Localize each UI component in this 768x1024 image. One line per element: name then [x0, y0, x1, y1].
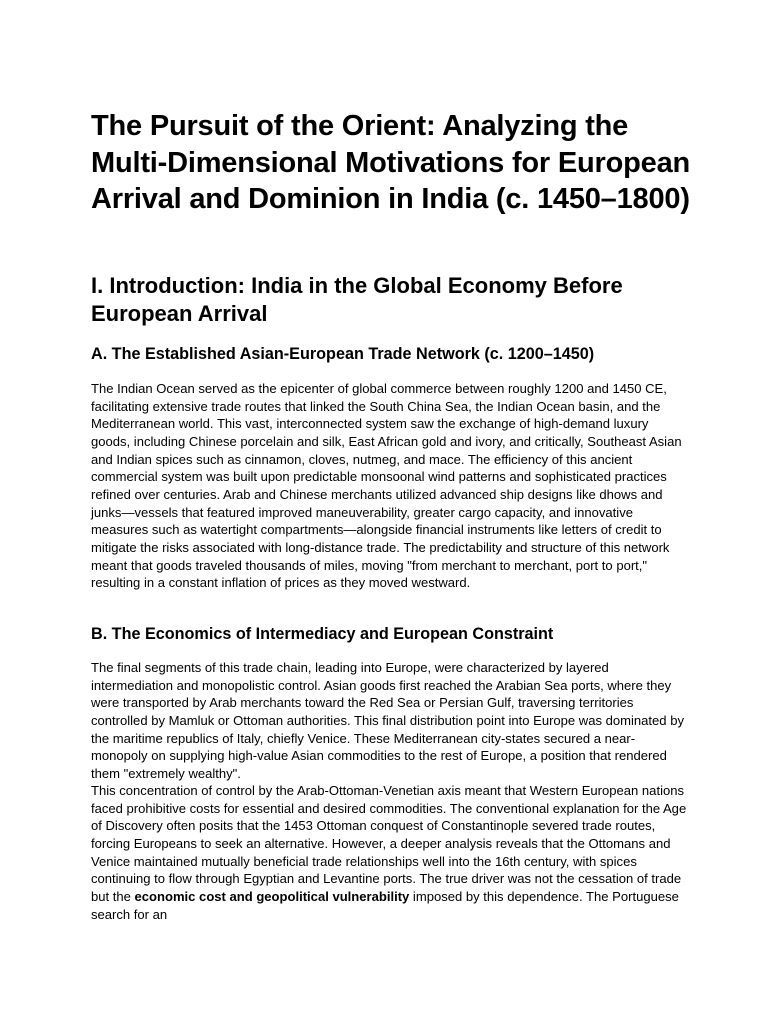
paragraph-text-start: This concentration of control by the Arab-Ottoman-Venetian axis meant that Western European nations faced prohibitive costs for essential and desired commodities. The conventional explanation for the Age of Discovery often posits that the 1453 Ottoman conquest of Constantinople severed trade routes, forcing Europeans to seek an alternative. However, a deeper analysis reveals that the Ottomans and Venice maintained mutually beneficial trade relationships well into the 16th century, with spices continuing to flow through Egyptian and Levantine ports. The true driver was not the cessation of trade but the [91, 783, 687, 904]
document-page [91, 108, 691, 922]
emphasis-economic-cost: economic cost and geopolitical vulnerability [134, 888, 410, 904]
subsection-heading-intermediacy: B. The Economics of Intermediacy and European Constraint [91, 625, 554, 643]
paragraph-intermediation: The final segments of this trade chain, leading into Europe, were characterized by layered intermediation and monopolistic control. Asian goods first reached the Arabian Sea ports, where they were transported by Arab merchants toward the Red Sea or Persian Gulf, traversing territories controlled by Mamluk or Ottoman authorities. This final distribution point into Europe was dominated by the maritime republics of Italy, chiefly Venice. These Mediterranean city-states secured a near-monopoly on supplying high-value Asian commodities to the rest of Europe, a position that rendered them "extremely wealthy". [91, 660, 684, 781]
paragraph-trade-network: The Indian Ocean served as the epicenter of global commerce between roughly 1200 and 1450 CE, facilitating extensive trade routes that linked the South China Sea, the Indian Ocean basin, and the Mediterranean world. This vast, interconnected system saw the exchange of high-demand luxury goods, including Chinese porcelain and silk, East African gold and ivory, and critically, Southeast Asian and Indian spices such as cinnamon, cloves, nutmeg, and mace. The efficiency of this ancient commercial system was built upon predictable monsoonal wind patterns and sophisticated practices refined over centuries. Arab and Chinese merchants utilized advanced ship designs like dhows and junks—vessels that featured improved maneuverability, greater cargo capacity, and innovative measures such as watertight compartments—alongside financial instruments like letters of credit to mitigate the risks associated with long-distance trade. The predictability and structure of this network meant that goods traveled thousands of miles, moving "from merchant to merchant, port to port," resulting in a constant inflation of prices as they moved westward. [91, 381, 682, 591]
paragraph-text-end: imposed by this dependence. The Portuguese search for an [91, 888, 679, 922]
paragraph-concentration-of-control [91, 782, 691, 923]
section-heading-introduction: I. Introduction: India in the Global Economy Before European Arrival [91, 273, 623, 326]
document-title: The Pursuit of the Orient: Analyzing the Multi-Dimensional Motivations for European Arrival and Dominion in India (c. 1450–1800) [91, 110, 691, 215]
subsection-heading-trade-network: A. The Established Asian-European Trade Network (c. 1200–1450) [91, 345, 595, 363]
